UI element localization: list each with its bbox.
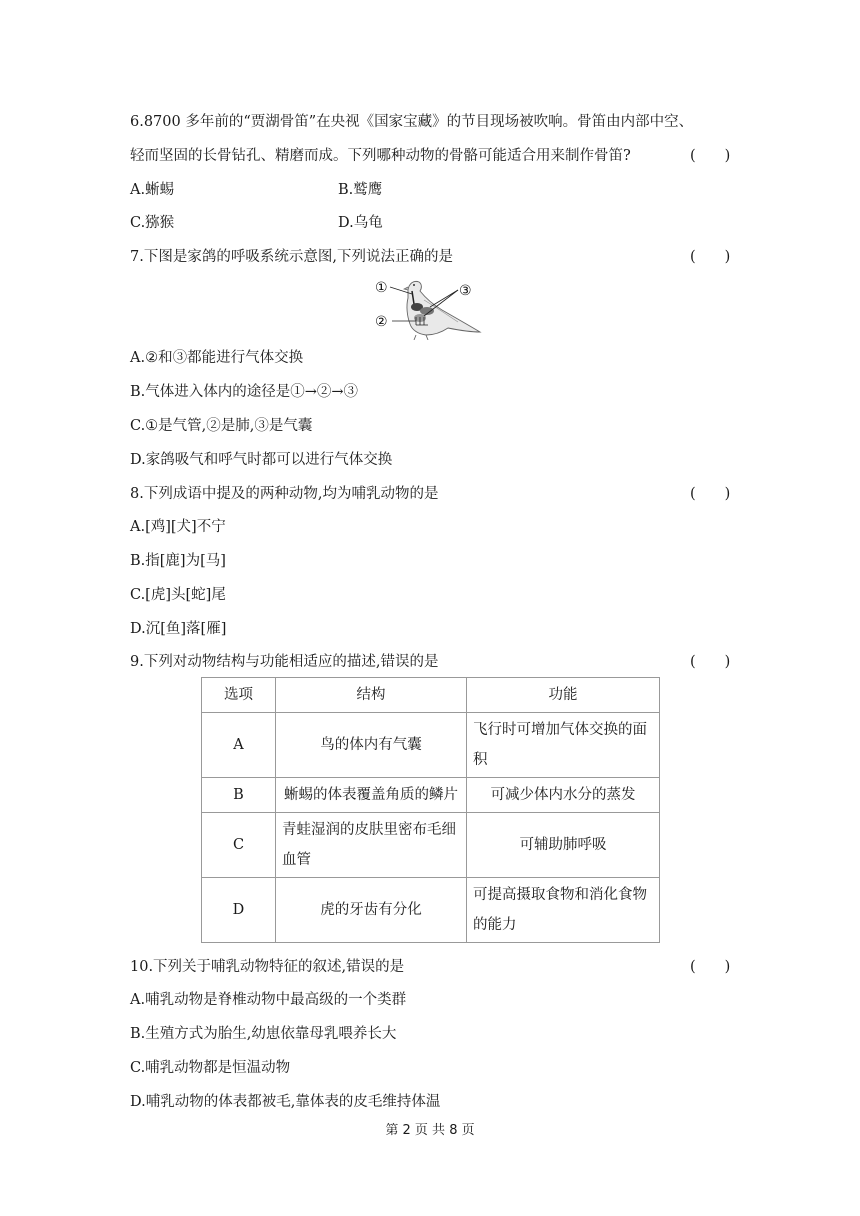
row-d-function: 可提高摄取食物和消化食物的能力: [467, 878, 660, 943]
q6-option-d: D.乌龟: [338, 215, 383, 231]
q8-option-c: C.[虎]头[蛇]尾: [130, 587, 226, 603]
q10-option-b: B.生殖方式为胎生,幼崽依靠母乳喂养长大: [130, 1026, 397, 1042]
row-c-function: 可辅助肺呼吸: [467, 813, 660, 878]
q9-stem: 9.下列对动物结构与功能相适应的描述,错误的是: [130, 654, 439, 670]
row-d-option: D: [202, 878, 276, 943]
q10-option-d: D.哺乳动物的体表都被毛,靠体表的皮毛维持体温: [130, 1094, 441, 1110]
row-d-structure: 虎的牙齿有分化: [276, 878, 467, 943]
q6-answer-paren: ( ): [690, 148, 731, 164]
q7-option-c: C.①是气管,②是肺,③是气囊: [130, 418, 313, 434]
q9-answer-paren: ( ): [690, 654, 731, 670]
q6-stem-line1: 6.8700 多年前的“贾湖骨笛”在央视《国家宝藏》的节目现场被吹响。骨笛由内部中空、: [130, 114, 694, 130]
q10-option-c: C.哺乳动物都是恒温动物: [130, 1060, 291, 1076]
table-row: [202, 878, 660, 943]
pigeon-diagram: [372, 274, 484, 340]
q10-stem: 10.下列关于哺乳动物特征的叙述,错误的是: [130, 959, 405, 975]
table-row: [202, 713, 660, 778]
page-number: 第 2 页 共 8 页: [385, 1123, 475, 1138]
row-b-option: B: [202, 778, 276, 813]
table-row: [202, 778, 660, 813]
row-b-structure: 蜥蜴的体表覆盖角质的鳞片: [276, 778, 467, 813]
q8-option-a: A.[鸡][犬]不宁: [130, 519, 226, 535]
header-function: 功能: [467, 678, 660, 713]
row-c-option: C: [202, 813, 276, 878]
row-a-structure: 鸟的体内有气囊: [276, 713, 467, 778]
q8-option-b: B.指[鹿]为[马]: [130, 553, 226, 569]
table-header-row: [202, 678, 660, 713]
row-c-structure: 青蛙湿润的皮肤里密布毛细血管: [276, 813, 467, 878]
table-row: [202, 813, 660, 878]
q10-option-a: A.哺乳动物是脊椎动物中最高级的一个类群: [130, 992, 407, 1008]
q10-answer-paren: ( ): [690, 959, 731, 975]
q7-answer-paren: ( ): [690, 249, 731, 265]
q7-stem: 7.下图是家鸽的呼吸系统示意图,下列说法正确的是: [130, 249, 453, 265]
q8-answer-paren: ( ): [690, 486, 731, 502]
pigeon-respiratory-figure: [372, 274, 484, 340]
q7-option-a: A.②和③都能进行气体交换: [130, 350, 304, 366]
header-option: 选项: [202, 678, 276, 713]
q8-stem: 8.下列成语中提及的两种动物,均为哺乳动物的是: [130, 486, 439, 502]
q7-option-d: D.家鸽吸气和呼气时都可以进行气体交换: [130, 452, 393, 468]
q6-option-c: C.猕猴: [130, 215, 175, 231]
label-3: ③: [459, 283, 472, 299]
label-2: ②: [375, 314, 388, 330]
row-a-option: A: [202, 713, 276, 778]
q7-option-b: B.气体进入体内的途径是①→②→③: [130, 384, 359, 400]
q9-table: [201, 677, 660, 943]
header-structure: 结构: [276, 678, 467, 713]
q8-option-d: D.沉[鱼]落[雁]: [130, 621, 227, 637]
label-1: ①: [375, 280, 388, 296]
row-b-function: 可减少体内水分的蒸发: [467, 778, 660, 813]
q6-option-a: A.蜥蜴: [130, 182, 175, 198]
row-a-function: 飞行时可增加气体交换的面积: [467, 713, 660, 778]
q6-stem-line2: 轻而坚固的长骨钻孔、精磨而成。下列哪种动物的骨骼可能适合用来制作骨笛?: [130, 148, 631, 164]
q6-option-b: B.鹫鹰: [338, 182, 383, 198]
